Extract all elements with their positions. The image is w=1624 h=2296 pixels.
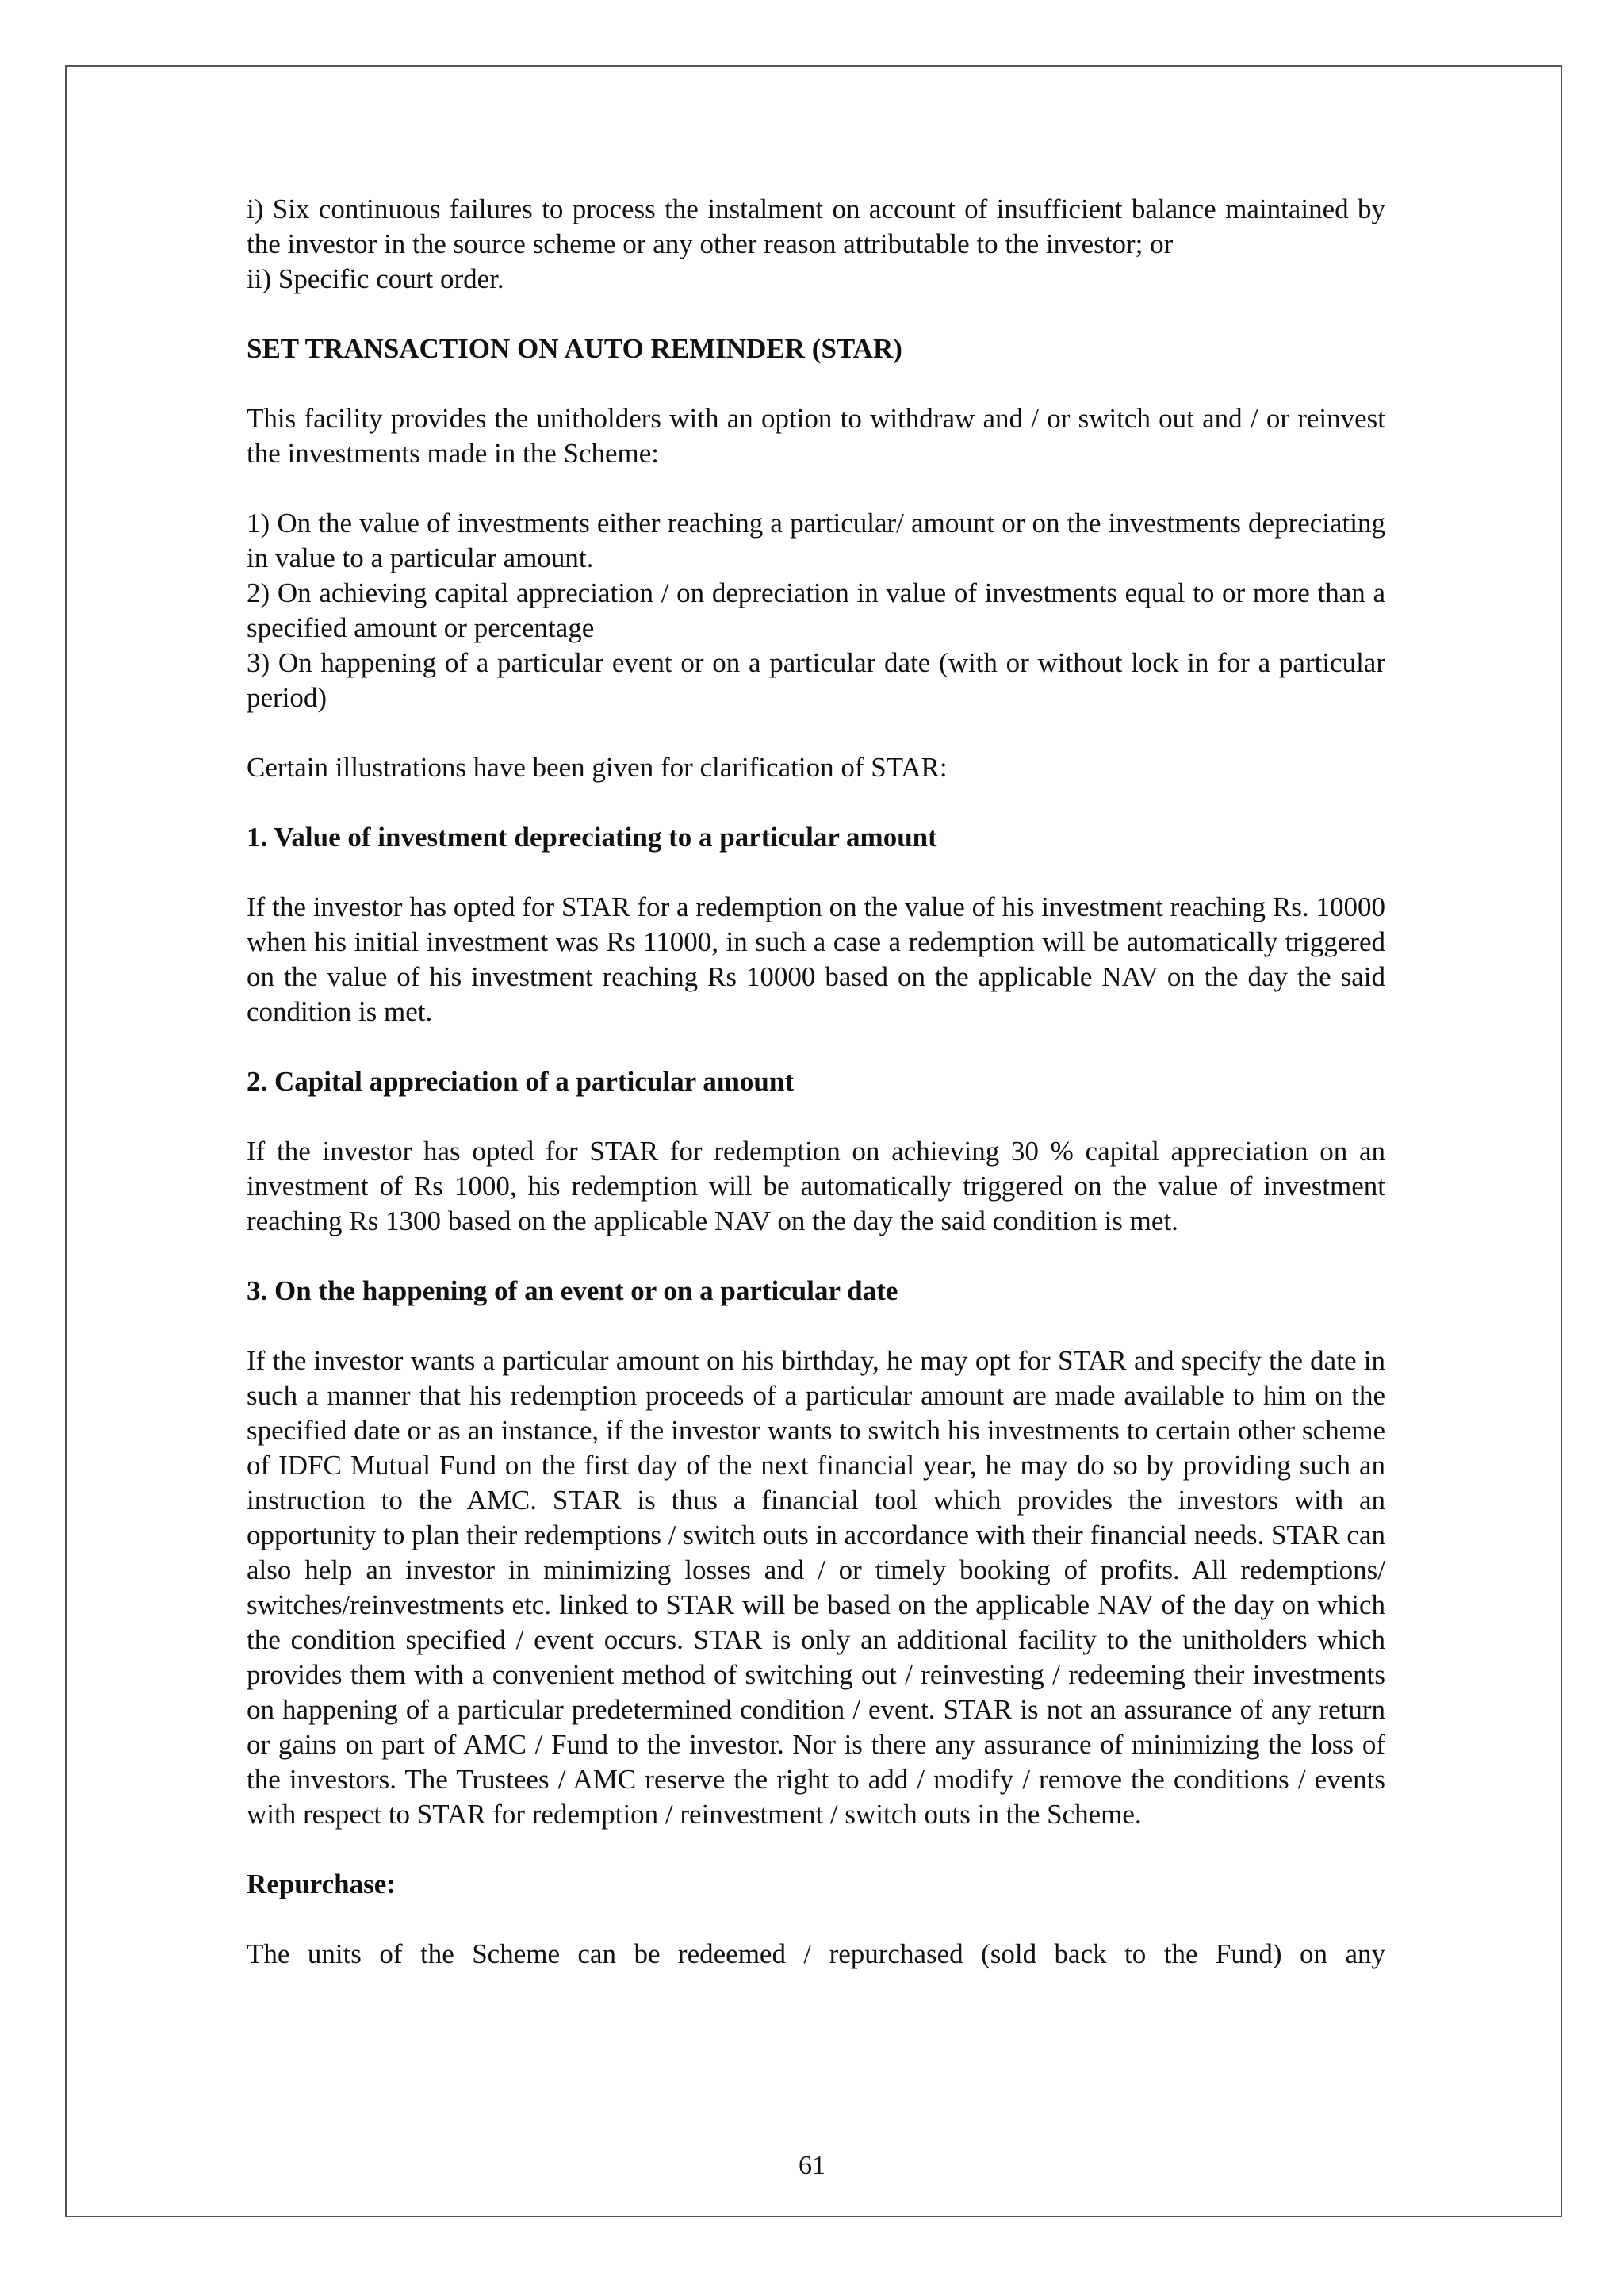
star-option-2: 2) On achieving capital appreciation / on depreciation in value of investments equal to or more than a specified amount or percentage [247, 577, 1385, 643]
star-option-1: 1) On the value of investments either reaching a particular/ amount or on the investments depreciating in value to a particular amount. [247, 508, 1385, 573]
section1-heading: 1. Value of investment depreciating to a particular amount [247, 822, 937, 853]
repurchase-text: The units of the Scheme can be redeemed / repurchased (sold back to the Fund) on any [247, 1938, 1385, 1969]
page-number: 61 [799, 2151, 825, 2180]
repurchase-heading: Repurchase: [247, 1869, 396, 1899]
section2-text: If the investor has opted for STAR for redemption on achieving 30 % capital appreciation on an investment of Rs 1000, his redemption will be automatically triggered on the value of investment reaching Rs 1300 based on the applicable NAV on the day the said condition is met. [247, 1136, 1385, 1236]
section1-text: If the investor has opted for STAR for a redemption on the value of his investment reaching Rs. 10000 when his initial investment was Rs 11000, in such a case a redemption will be automatically triggered on the value of his investment reaching Rs 10000 based on the applicable NAV on the day the said condition is met. [247, 891, 1385, 1027]
section3-text: If the investor wants a particular amount on his birthday, he may opt for STAR and specify the date in such a manner that his redemption proceeds of a particular amount are made available to him on the specified date or as an instance, if the investor wants to switch his investments to certain other scheme of IDFC Mutual Fund on the first day of the next financial year, he may do so by providing such an instruction to the AMC. STAR is thus a financial tool which provides the investors with an opportunity to plan their redemptions / switch outs in accordance with their financial needs. STAR can also help an investor in minimizing losses and / or timely booking of profits. All redemptions/ switches/reinvestments etc. linked to STAR will be based on the applicable NAV of the day on which the condition specified / event occurs. STAR is only an additional facility to the unitholders which provides them with a convenient method of switching out / reinvesting / redeeming their investments on happening of a particular predetermined condition / event. STAR is not an assurance of any return or gains on part of AMC / Fund to the investor. Nor is there any assurance of minimizing the loss of the investors. The Trustees / AMC reserve the right to add / modify / remove the conditions / events with respect to STAR for redemption / reinvestment / switch outs in the Scheme. [247, 1345, 1385, 1830]
document-body [247, 192, 1385, 1972]
star-option-3: 3) On happening of a particular event or on a particular date (with or without lock in for a particular period) [247, 647, 1385, 713]
star-heading: SET TRANSACTION ON AUTO REMINDER (STAR) [247, 333, 902, 364]
star-intro: This facility provides the unitholders with an option to withdraw and / or switch out and / or reinvest the investments made in the Scheme: [247, 403, 1385, 469]
section2-heading: 2. Capital appreciation of a particular amount [247, 1066, 794, 1097]
section3-heading: 3. On the happening of an event or on a particular date [247, 1275, 898, 1306]
intro-item-1: i) Six continuous failures to process the instalment on account of insufficient balance maintained by the investor in the source scheme or any other reason attributable to the investor; or [247, 194, 1385, 259]
intro-item-2: ii) Specific court order. [247, 263, 504, 294]
illustrations-intro: Certain illustrations have been given for clarification of STAR: [247, 752, 948, 783]
